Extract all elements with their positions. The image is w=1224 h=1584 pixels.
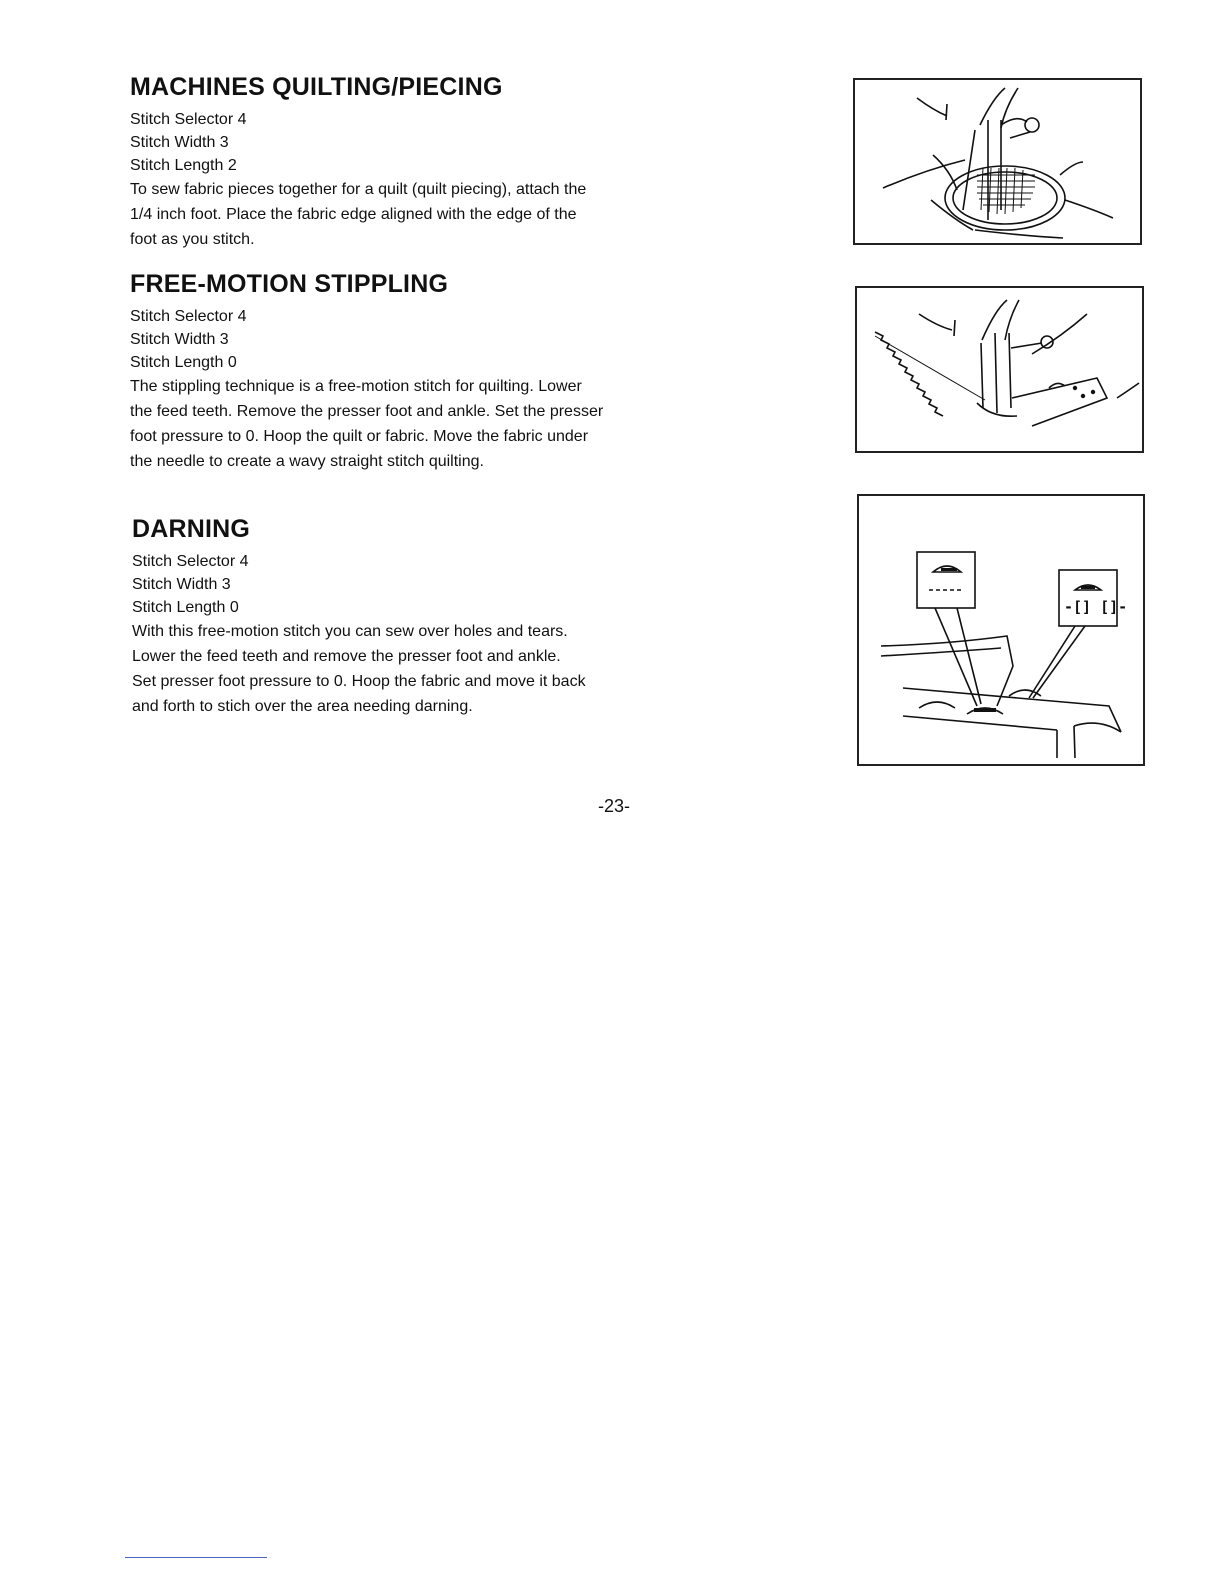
section-free-motion-stippling	[130, 272, 670, 474]
stitch-selector-setting: Stitch Selector 4	[130, 111, 247, 128]
body-line: the feed teeth. Remove the presser foot and ankle. Set the presser	[130, 403, 604, 420]
body-line: To sew fabric pieces together for a quilt (quilt piecing), attach the	[130, 181, 587, 198]
section-heading: DARNING	[132, 515, 251, 543]
body-line: foot as you stitch.	[130, 231, 255, 248]
body-line: Lower the feed teeth and remove the presser foot and ankle.	[132, 648, 561, 665]
body-line: Set presser foot pressure to 0. Hoop the fabric and move it back	[132, 673, 586, 690]
stitch-width-setting: Stitch Width 3	[130, 134, 229, 151]
darning-indicator-label: -[] []-	[1064, 598, 1128, 616]
body-line: With this free-motion stitch you can sew over holes and tears.	[132, 623, 568, 640]
stitch-selector-setting: Stitch Selector 4	[132, 553, 249, 570]
feed-teeth-lever-icon	[859, 496, 1143, 764]
stippling-needle-icon	[857, 288, 1142, 451]
body-line: the needle to create a wavy straight stitch quilting.	[130, 453, 484, 470]
stitch-width-setting: Stitch Width 3	[132, 576, 231, 593]
quilting-hoop-icon	[855, 80, 1140, 243]
page-number: -23-	[598, 796, 631, 816]
quilting-figure	[853, 78, 1142, 245]
stitch-length-setting: Stitch Length 2	[130, 157, 237, 174]
body-line: foot pressure to 0. Hoop the quilt or fabric. Move the fabric under	[130, 428, 589, 445]
section-heading: FREE-MOTION STIPPLING	[130, 270, 449, 298]
section-darning	[132, 517, 672, 719]
darning-figure	[857, 494, 1145, 766]
body-line: and forth to stich over the area needing darning.	[132, 698, 473, 715]
body-line: 1/4 inch foot. Place the fabric edge aligned with the edge of the	[130, 206, 577, 223]
section-machines-quilting	[130, 75, 670, 252]
stippling-figure	[855, 286, 1144, 453]
stitch-length-setting: Stitch Length 0	[130, 354, 237, 371]
stitch-width-setting: Stitch Width 3	[130, 331, 229, 348]
footer-rule	[125, 1557, 267, 1558]
body-line: The stippling technique is a free-motion stitch for quilting. Lower	[130, 378, 582, 395]
stitch-length-setting: Stitch Length 0	[132, 599, 239, 616]
stitch-selector-setting: Stitch Selector 4	[130, 308, 247, 325]
section-heading: MACHINES QUILTING/PIECING	[130, 73, 503, 101]
